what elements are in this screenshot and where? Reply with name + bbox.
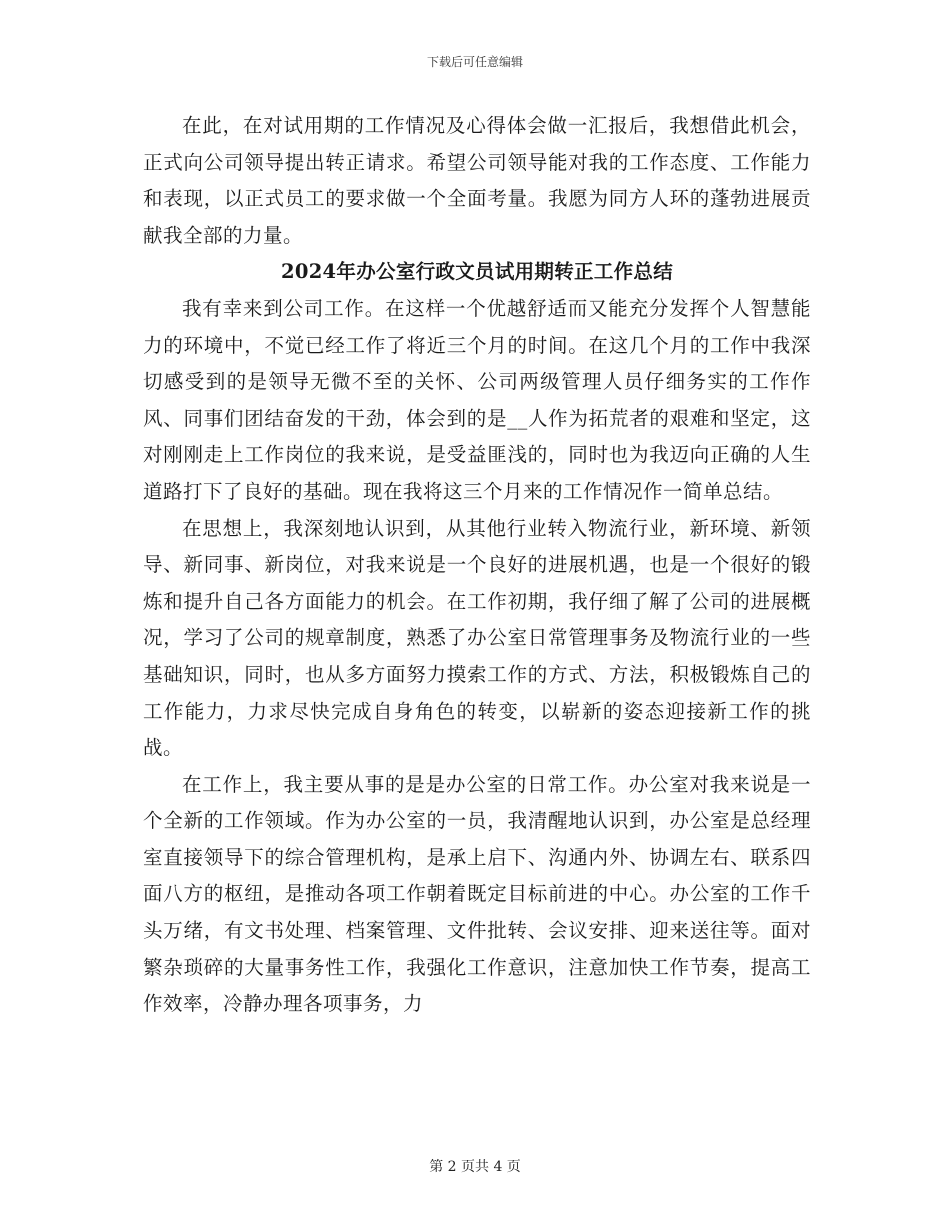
work-paragraph: 在工作上，我主要从事的是是办公室的日常工作。办公室对我来说是一个全新的工作领域。作为办公室的一员，我清醒地认识到，办公室是总经理室直接领导下的综合管理机构，是承上启下、沟通内外、协调左右、联系四面八方的枢纽，是推动各项工作朝着既定目标前进的中心。办公室的工作千头万绪，有文书处理、档案管理、文件批转、会议安排、迎来送往等。面对繁杂琐碎的大量事务性工作，我强化工作意识，注意加快工作节奏，提高工作效率，冷静办理各项事务，力 [143,772,811,1016]
document-body [143,108,811,1023]
intro-paragraph: 我有幸来到公司工作。在这样一个优越舒适而又能充分发挥个人智慧能力的环境中，不觉已经工作了将近三个月的时间。在这几个月的工作中我深切感受到的是领导无微不至的关怀、公司两级管理人员仔细务实的工作作风、同事们团结奋发的干劲，体会到的是__人作为拓荒者的艰难和坚定，这对刚刚走上工作岗位的我来说，是受益匪浅的，同时也为我迈向正确的人生道路打下了良好的基础。现在我将这三个月来的工作情况作一简单总结。 [143,296,811,503]
page-header: 下载后可任意编辑 [426,55,523,69]
closing-paragraph: 在此，在对试用期的工作情况及心得体会做一汇报后，我想借此机会，正式向公司领导提出转正请求。希望公司领导能对我的工作态度、工作能力和表现，以正式员工的要求做一个全面考量。我愿为同方人环的蓬勃进展贡献我全部的力量。 [143,114,811,247]
document-title: 2024年办公室行政文员试用期转正工作总结 [280,260,674,284]
thought-paragraph: 在思想上，我深刻地认识到，从其他行业转入物流行业，新环境、新领导、新同事、新岗位，对我来说是一个良好的进展机遇，也是一个很好的锻炼和提升自己各方面能力的机会。在工作初期，我仔细了解了公司的进展概况，学习了公司的规章制度，熟悉了办公室日常管理事务及物流行业的一些基础知识，同时，也从多方面努力摸索工作的方式、方法，积极锻炼自己的工作能力，力求尽快完成自身角色的转变，以崭新的姿态迎接新工作的挑战。 [143,516,811,760]
page-footer: 第 2 页共 4 页 [429,1159,521,1175]
